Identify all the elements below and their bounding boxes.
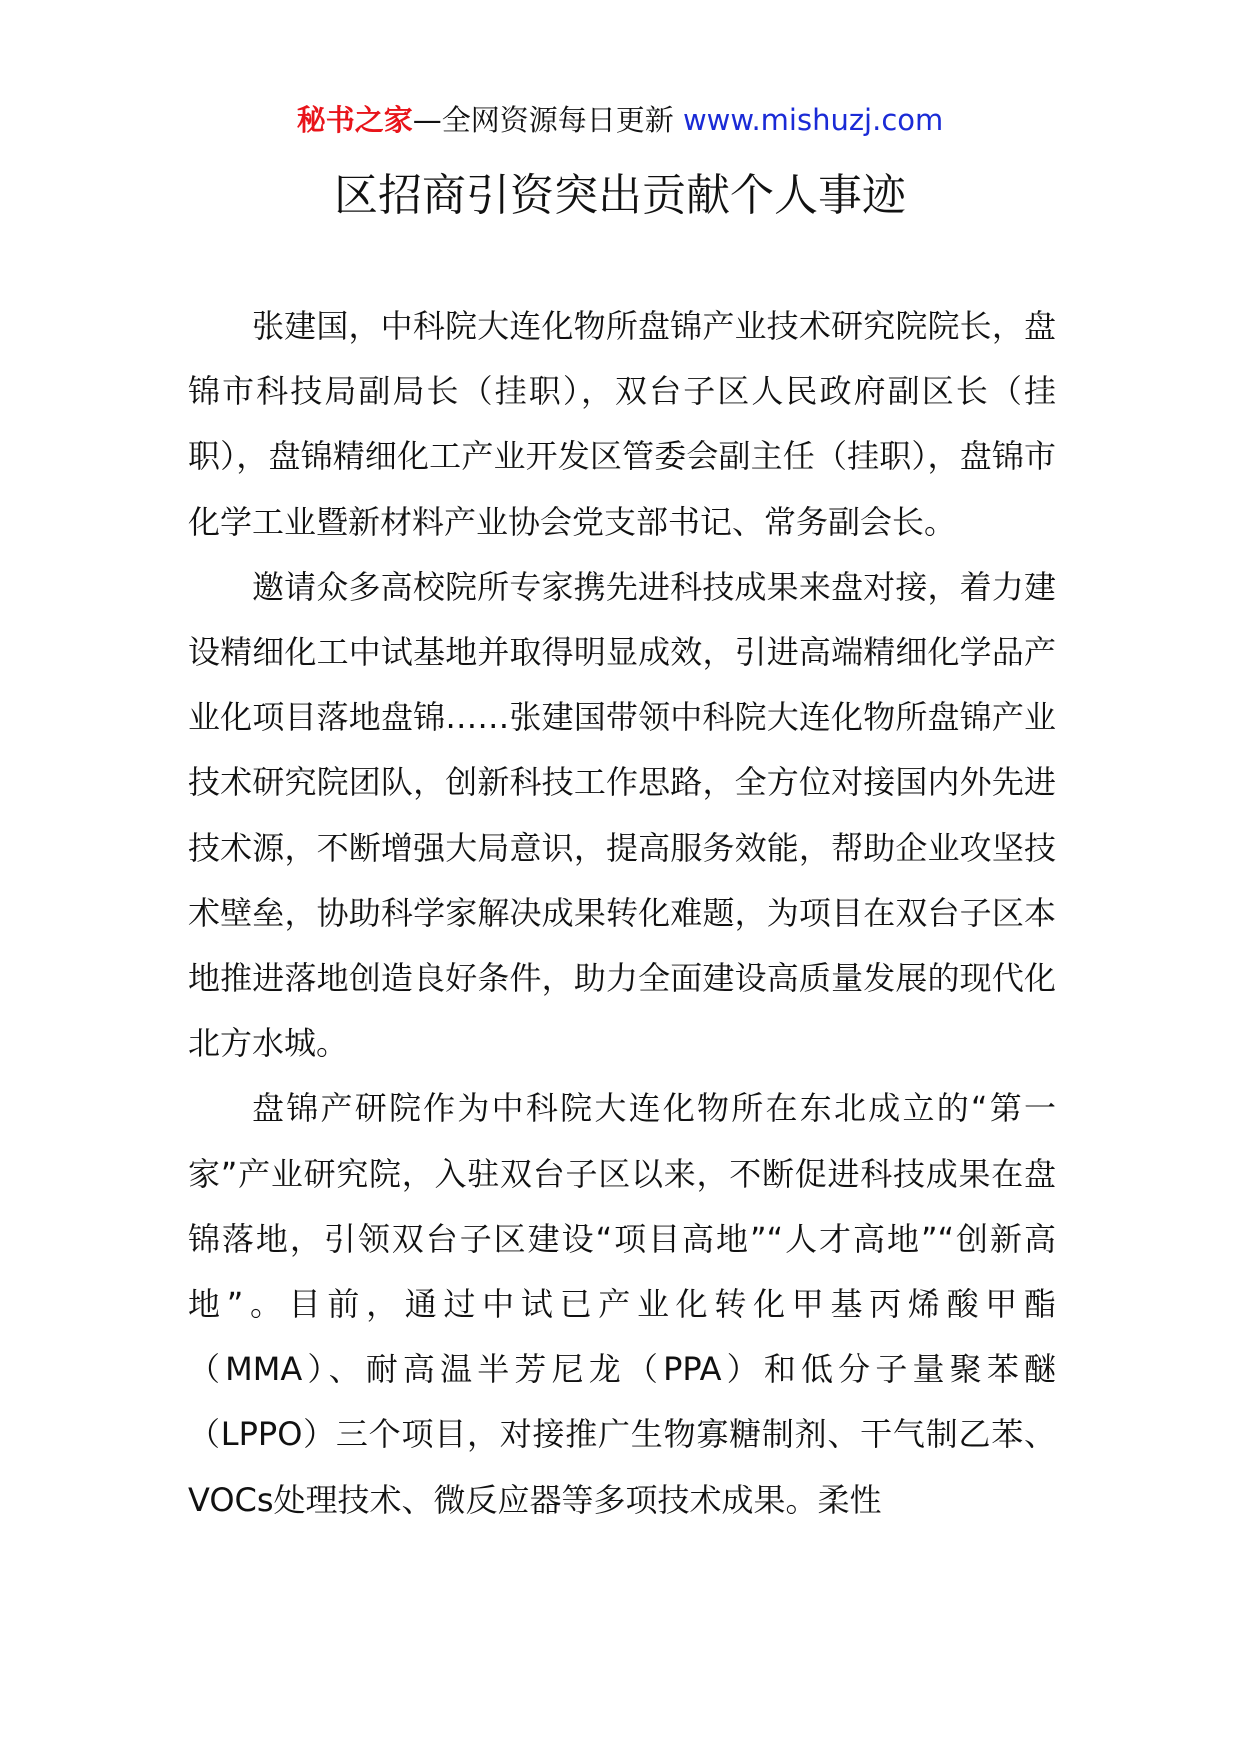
paragraph-institute: 盘锦产研院作为中科院大连化物所在东北成立的“第一家”产业研究院，入驻双台子区以来，不断促进科技成果在盘锦落地，引领双台子区建设“项目高地”“人才高地”“创新高地”。目前，通过中试已产业化转化甲基丙烯酸甲酯（MMA）、耐高温半芳尼龙（PPA）和低分子量聚苯醚（LPPO）三个项目，对接推广生物寡糖制剂、干气制乙苯、VOCs处理技术、微反应器等多项技术成果。柔性 [188,1089,1056,1519]
brand-name: 秘书之家 [296,103,413,137]
paragraph-intro: 张建国，中科院大连化物所盘锦产业技术研究院院长，盘锦市科技局副局长（挂职），双台子区人民政府副区长（挂职），盘锦精细化工产业开发区管委会副主任（挂职），盘锦市化学工业暨新材料产业协会党支部书记、常务副会长。 [188,307,1056,541]
document-body [188,294,1056,1533]
document-title: 区招商引资突出贡献个人事迹 [334,170,906,221]
header-tagline: —全网资源每日更新 [412,103,683,137]
paragraph-achievements: 邀请众多高校院所专家携先进科技成果来盘对接，着力建设精细化工中试基地并取得明显成效，引进高端精细化学品产业化项目落地盘锦……张建国带领中科院大连化物所盘锦产业技术研究院团队，创新科技工作思路，全方位对接国内外先进技术源，不断增强大局意识，提高服务效能，帮助企业攻坚技术壁垒，协助科学家解决成果转化难题，为项目在双台子区本地推进落地创造良好条件，助力全面建设高质量发展的现代化北方水城。 [188,567,1056,1063]
site-url-link[interactable]: www.mishuzj.com [682,103,944,137]
site-header [0,100,1240,140]
